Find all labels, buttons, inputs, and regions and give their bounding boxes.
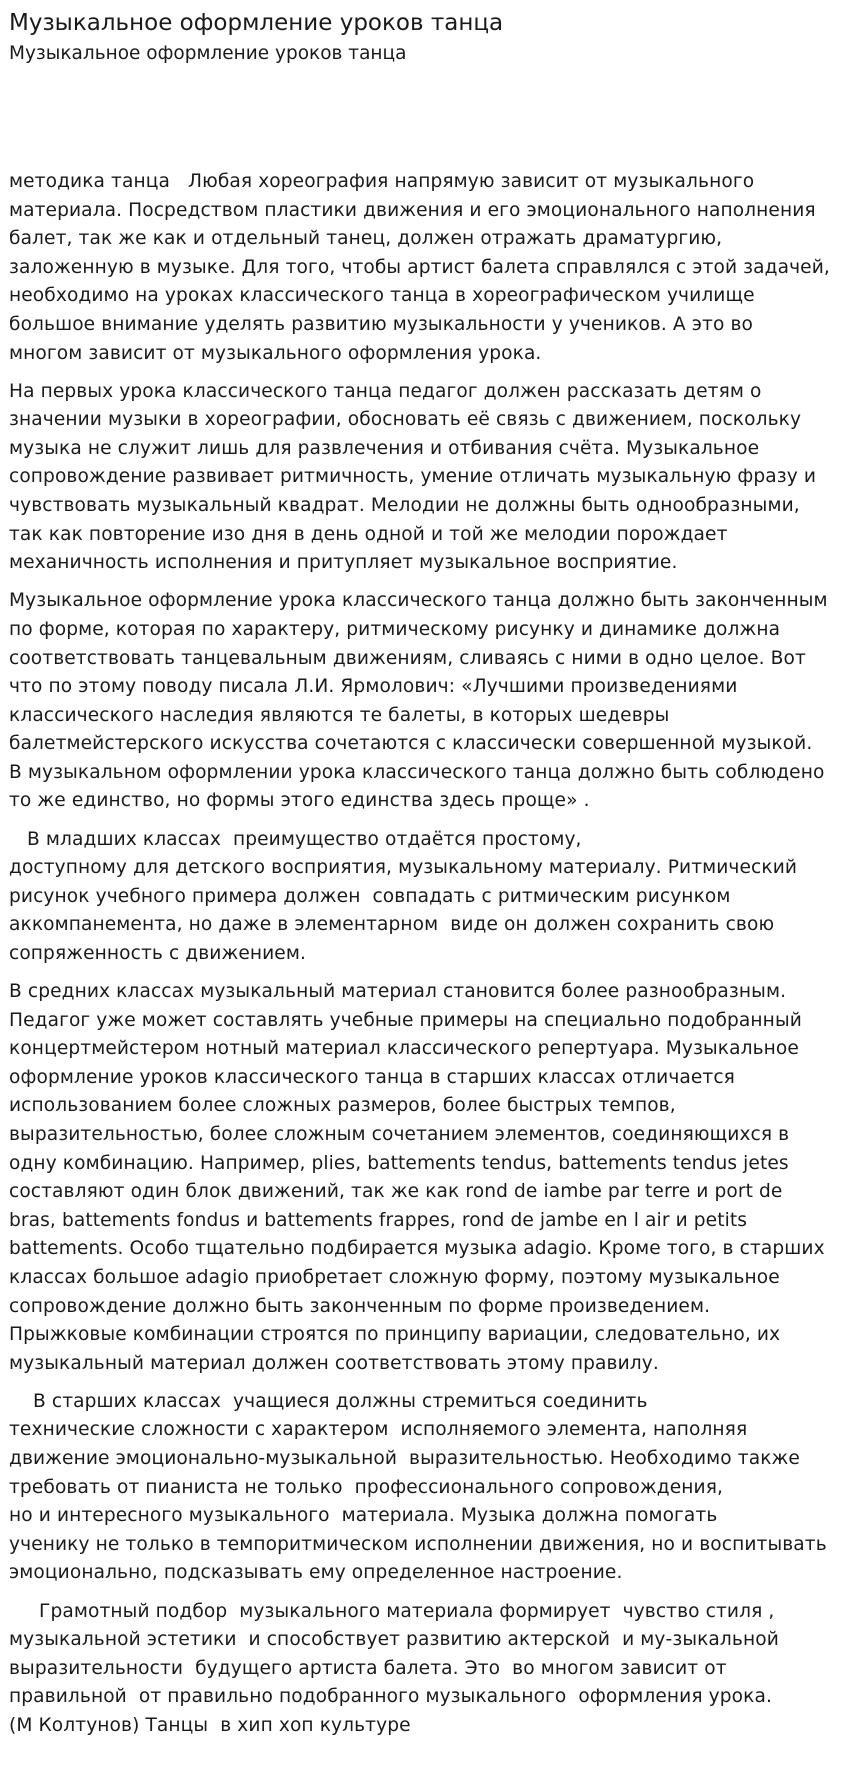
paragraph-line: классах большое adagio приобретает сложную форму, поэтому музыкальное <box>9 1266 780 1288</box>
paragraph-line: большое внимание уделять развитию музыкальности у учеников. А это во <box>9 313 754 335</box>
paragraph-line: заложенную в музыке. Для того, чтобы артист балета справлялся с этой задачей, <box>9 256 830 278</box>
paragraph-line: Грамотный подбор музыкального материала формирует чувство стиля , <box>9 1600 775 1622</box>
paragraph-line: механичность исполнения и притупляет музыкальное восприятие. <box>9 552 678 574</box>
paragraph-line: ученику не только в темпоритмическом исполнении движения, но и воспитывать <box>9 1533 827 1555</box>
paragraph-line: чувствовать музыкальный квадрат. Мелодии не должны быть однообразными, <box>9 495 800 517</box>
paragraph-line: музыка не служит лишь для развлечения и отбивания счёта. Музыкальное <box>9 437 760 459</box>
paragraph <box>9 1388 847 1588</box>
paragraph-line: battements. Особо тщательно подбирается музыка adagio. Кроме того, в старших <box>9 1238 825 1260</box>
paragraph-line: правильной от правильно подобранного музыкального оформления урока. <box>9 1686 772 1708</box>
paragraph-line: использованием более сложных размеров, более быстрых темпов, <box>9 1095 676 1117</box>
paragraph-line: эмоционально, подсказывать ему определенное настроение. <box>9 1562 623 1584</box>
paragraph-line: значении музыки в хореографии, обосновать её связь с движением, поскольку <box>9 409 802 431</box>
page-title: Музыкальное оформление уроков танца <box>9 10 504 36</box>
paragraph-line: что по этому поводу писала Л.И. Ярмолович: «Лучшими произведениями <box>9 676 738 698</box>
page-subtitle: Музыкальное оформление уроков танца <box>9 43 407 64</box>
paragraph-line: методика танца Любая хореография напрямую зависит от музыкального <box>9 171 755 192</box>
paragraph-line: требовать от пианиста не только профессионального сопровождения, <box>9 1476 724 1498</box>
paragraph-line: оформление уроков классического танца в старших классах отличается <box>9 1066 735 1088</box>
paragraph-line: концертмейстером нотный материал классического репертуара. Музыкальное <box>9 1038 799 1060</box>
paragraph-line: соответствовать танцевальным движениям, сливаясь с ними в одно целое. Вот <box>9 647 806 669</box>
paragraph-line: (М Колтунов) Танцы в хип хоп культуре <box>9 1714 411 1736</box>
paragraph-line: музыкальный материал должен соответствовать этому правилу. <box>9 1352 659 1374</box>
paragraph-line: то же единство, но формы этого единства здесь проще» . <box>9 790 590 812</box>
paragraph-line: сопровождение развивает ритмичность, умение отличать музыкальную фразу и <box>9 466 817 488</box>
paragraph-line: материала. Посредством пластики движения и его эмоционального наполнения <box>9 199 816 221</box>
spacer <box>9 68 838 168</box>
paragraph-line: Педагог уже может составлять учебные примеры на специально подобранный <box>9 1009 802 1031</box>
paragraph-line: сопряженность с движением. <box>9 942 306 964</box>
paragraph-line: выразительностью, более сложным сочетанием элементов, соединяющихся в <box>9 1124 790 1145</box>
paragraph-line: сопровождение должно быть законченным по форме произведением. <box>9 1295 711 1317</box>
paragraph-line: В старших классах учащиеся должны стремиться соединить <box>9 1390 648 1412</box>
paragraph-line: одну комбинацию. Например, plies, battements tendus, battements tendus jetes <box>9 1152 789 1174</box>
paragraph-line: bras, battements fondus и battements frappes, rond de jambe en l air и petits <box>9 1209 748 1231</box>
paragraph-line: В младших классах преимущество отдаётся простому, <box>9 828 582 850</box>
paragraph-line: музыкальной эстетики и способствует развитию актерской и му-зыкальной <box>9 1629 779 1651</box>
paragraph-line: но и интересного музыкального материала. Музыка должна помогать <box>9 1505 718 1527</box>
paragraph <box>9 826 847 969</box>
article-body <box>9 168 847 1740</box>
paragraph-line: составляют один блок движений, так же как rond de iambe par terre и port de <box>9 1181 783 1203</box>
paragraph <box>9 587 847 816</box>
paragraph-line: В музыкальном оформлении урока классического танца должно быть соблюдено <box>9 761 825 783</box>
paragraph-line: выразительности будущего артиста балета. Это во многом зависит от <box>9 1657 727 1679</box>
paragraph-line: так как повторение изо дня в день одной и той же мелодии порождает <box>9 523 728 545</box>
paragraph-line: классического наследия являются те балеты, в которых шедевры <box>9 704 670 726</box>
paragraph-line: На первых урока классического танца педагог должен рассказать детям о <box>9 380 762 402</box>
paragraph <box>9 378 847 578</box>
paragraph-line: необходимо на уроках классического танца в хореографическом училище <box>9 285 755 307</box>
paragraph-line: рисунок учебного примера должен совпадать с ритмическим рисунком <box>9 885 731 907</box>
paragraph-line: Музыкальное оформление урока классического танца должно быть законченным <box>9 590 828 612</box>
paragraph <box>9 168 847 368</box>
paragraph-line: аккомпанемента, но даже в элементарном виде он должен сохранить свою <box>9 914 775 936</box>
paragraph <box>9 978 847 1378</box>
paragraph-line: движение эмоционально-музыкальной выразительностью. Необходимо также <box>9 1448 800 1470</box>
paragraph <box>9 1598 847 1741</box>
paragraph-line: В средних классах музыкальный материал становится более разнообразным. <box>9 981 787 1003</box>
paragraph-line: по форме, которая по характеру, ритмическому рисунку и динамике должна <box>9 618 781 640</box>
paragraph-line: Прыжковые комбинации строятся по принципу вариации, следовательно, их <box>9 1324 781 1346</box>
paragraph-line: балет, так же как и отдельный танец, должен отражать драматургию, <box>9 228 723 250</box>
paragraph-line: балетмейстерского искусства сочетаются с классически совершенной музыкой. <box>9 733 813 755</box>
paragraph-line: доступному для детского восприятия, музыкальному материалу. Ритмический <box>9 857 798 879</box>
paragraph-line: технические сложности с характером исполняемого элемента, наполняя <box>9 1419 748 1441</box>
paragraph-line: многом зависит от музыкального оформления урока. <box>9 342 542 364</box>
